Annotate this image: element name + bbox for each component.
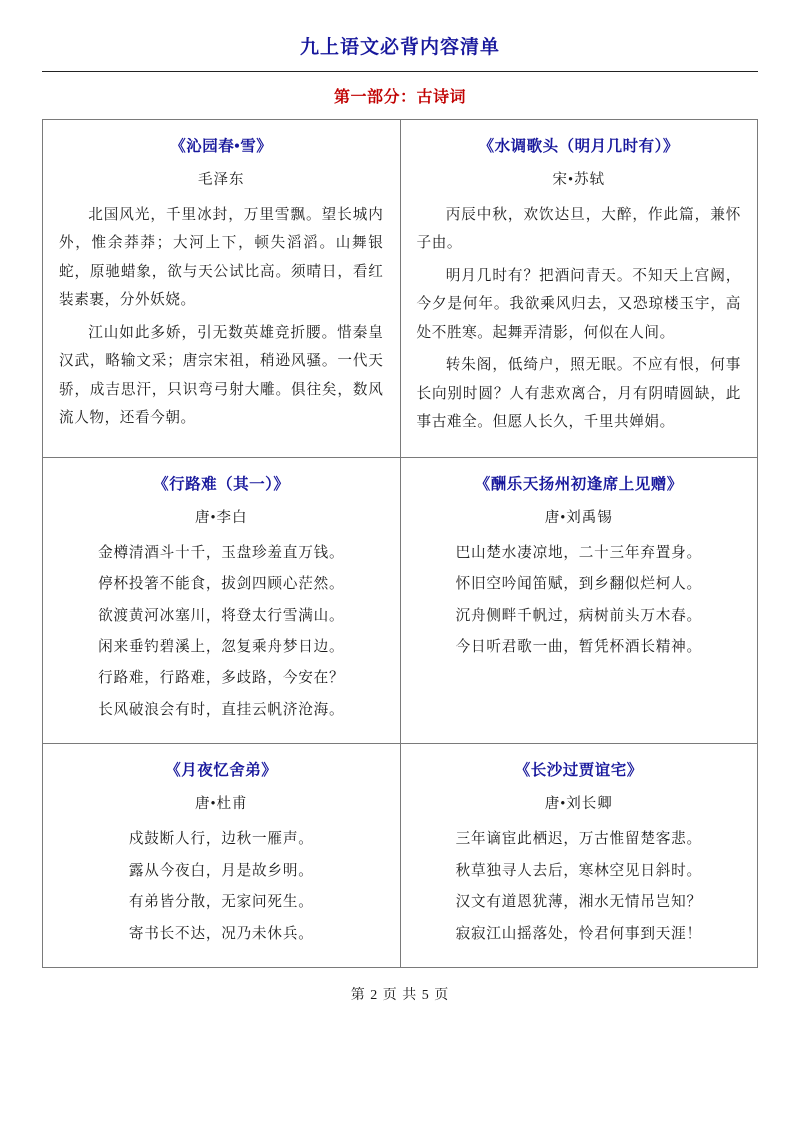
poem-title: 《月夜忆舍弟》 [165, 762, 278, 780]
poem-line: 寂寂江山摇落处，怜君何事到天涯！ [455, 925, 702, 942]
poem-line: 戍鼓断人行，边秋一雁声。 [128, 831, 314, 848]
poem-author: 宋•苏轼 [552, 172, 606, 188]
page-footer: 第 2 页 共 5 页 [350, 988, 450, 1004]
poem-author: 唐•李白 [194, 509, 248, 526]
poem-line: 欲渡黄河冰塞川，将登太行雪满山。 [98, 607, 345, 624]
poem-line: 今日听君歌一曲，暂凭杯酒长精神。 [455, 638, 702, 655]
title-divider [42, 71, 758, 72]
poem-author: 唐•杜甫 [194, 796, 248, 813]
poem-title: 《酬乐天扬州初逢席上见赠》 [474, 475, 683, 493]
poem-cell-choulotian [400, 457, 758, 744]
poem-line: 转朱阁，低绮户，照无眠。不应有恨，何事长向别时圆？人有悲欢离合，月有阴晴圆缺，此事古难全。但愿人长久，千里共婵娟。 [416, 357, 741, 431]
poem-body [417, 825, 742, 948]
poem-title: 《行路难（其一）》 [153, 475, 290, 493]
poem-line: 露从今夜白，月是故乡明。 [128, 862, 314, 879]
poem-body [59, 825, 384, 948]
poem-grid [42, 119, 758, 968]
poem-title: 《水调歌头（明月几时有）》 [478, 138, 679, 155]
poem-line: 怀旧空吟闻笛赋，到乡翻似烂柯人。 [455, 576, 702, 593]
table-row [43, 120, 758, 458]
table-row [43, 457, 758, 744]
poem-author: 毛泽东 [198, 172, 245, 188]
poem-line: 闲来垂钓碧溪上，忽复乘舟梦日边。 [98, 638, 345, 655]
poem-line: 北国风光，千里冰封，万里雪飘。望长城内外，惟余莽莽；大河上下，顿失滔滔。山舞银蛇，原驰蜡象，欲与天公试比高。须晴日，看红装素裹，分外妖娆。 [59, 207, 384, 309]
poem-line: 金樽清酒斗十千，玉盘珍羞直万钱。 [98, 544, 345, 561]
poem-body [417, 201, 742, 437]
poem-cell-shuidiaogetou [400, 120, 758, 458]
poem-line: 江山如此多娇，引无数英雄竞折腰。惜秦皇汉武，略输文采；唐宗宋祖，稍逊风骚。一代天骄，成吉思汗，只识弯弓射大雕。俱往矣，数风流人物，还看今朝。 [59, 324, 384, 427]
poem-title: 《沁园春•雪》 [170, 138, 273, 155]
poem-line: 汉文有道恩犹薄，湘水无情吊岂知？ [455, 894, 702, 911]
page-title: 九上语文必背内容清单 [299, 37, 500, 58]
poem-cell-changshaguojiayizhai [400, 744, 758, 968]
poem-line: 三年谪宦此栖迟，万古惟留楚客悲。 [455, 831, 702, 848]
poem-body [59, 201, 384, 433]
poem-cell-qinyuanchun-xue [43, 120, 401, 458]
poem-line: 有弟皆分散，无家问死生。 [128, 894, 314, 911]
poem-body [417, 539, 742, 662]
poem-title: 《长沙过贾谊宅》 [514, 762, 643, 780]
poem-line: 长风破浪会有时，直挂云帆济沧海。 [98, 701, 345, 718]
section-heading: 第一部分：古诗词 [333, 89, 466, 106]
poem-line: 丙辰中秋，欢饮达旦，大醉，作此篇，兼怀子由。 [416, 207, 741, 252]
table-row [43, 744, 758, 968]
poem-line: 行路难，行路难，多歧路，今安在？ [98, 670, 345, 687]
poem-line: 巴山楚水凄凉地，二十三年弃置身。 [455, 544, 702, 561]
poem-line: 停杯投箸不能食，拔剑四顾心茫然。 [98, 576, 345, 593]
poem-line: 沉舟侧畔千帆过，病树前头万木春。 [455, 607, 702, 624]
poem-cell-xinglunan [43, 457, 401, 744]
poem-author: 唐•刘禹锡 [544, 509, 613, 526]
poem-body [59, 539, 384, 725]
poem-line: 秋草独寻人去后，寒林空见日斜时。 [455, 862, 702, 879]
poem-cell-yueyeyishedi [43, 744, 401, 968]
poem-line: 寄书长不达，况乃未休兵。 [128, 925, 314, 942]
poem-author: 唐•刘长卿 [544, 796, 613, 813]
poem-line: 明月几时有？把酒问青天。不知天上宫阙，今夕是何年。我欲乘风归去，又恐琼楼玉宇，高处不胜寒。起舞弄清影，何似在人间。 [416, 267, 741, 341]
